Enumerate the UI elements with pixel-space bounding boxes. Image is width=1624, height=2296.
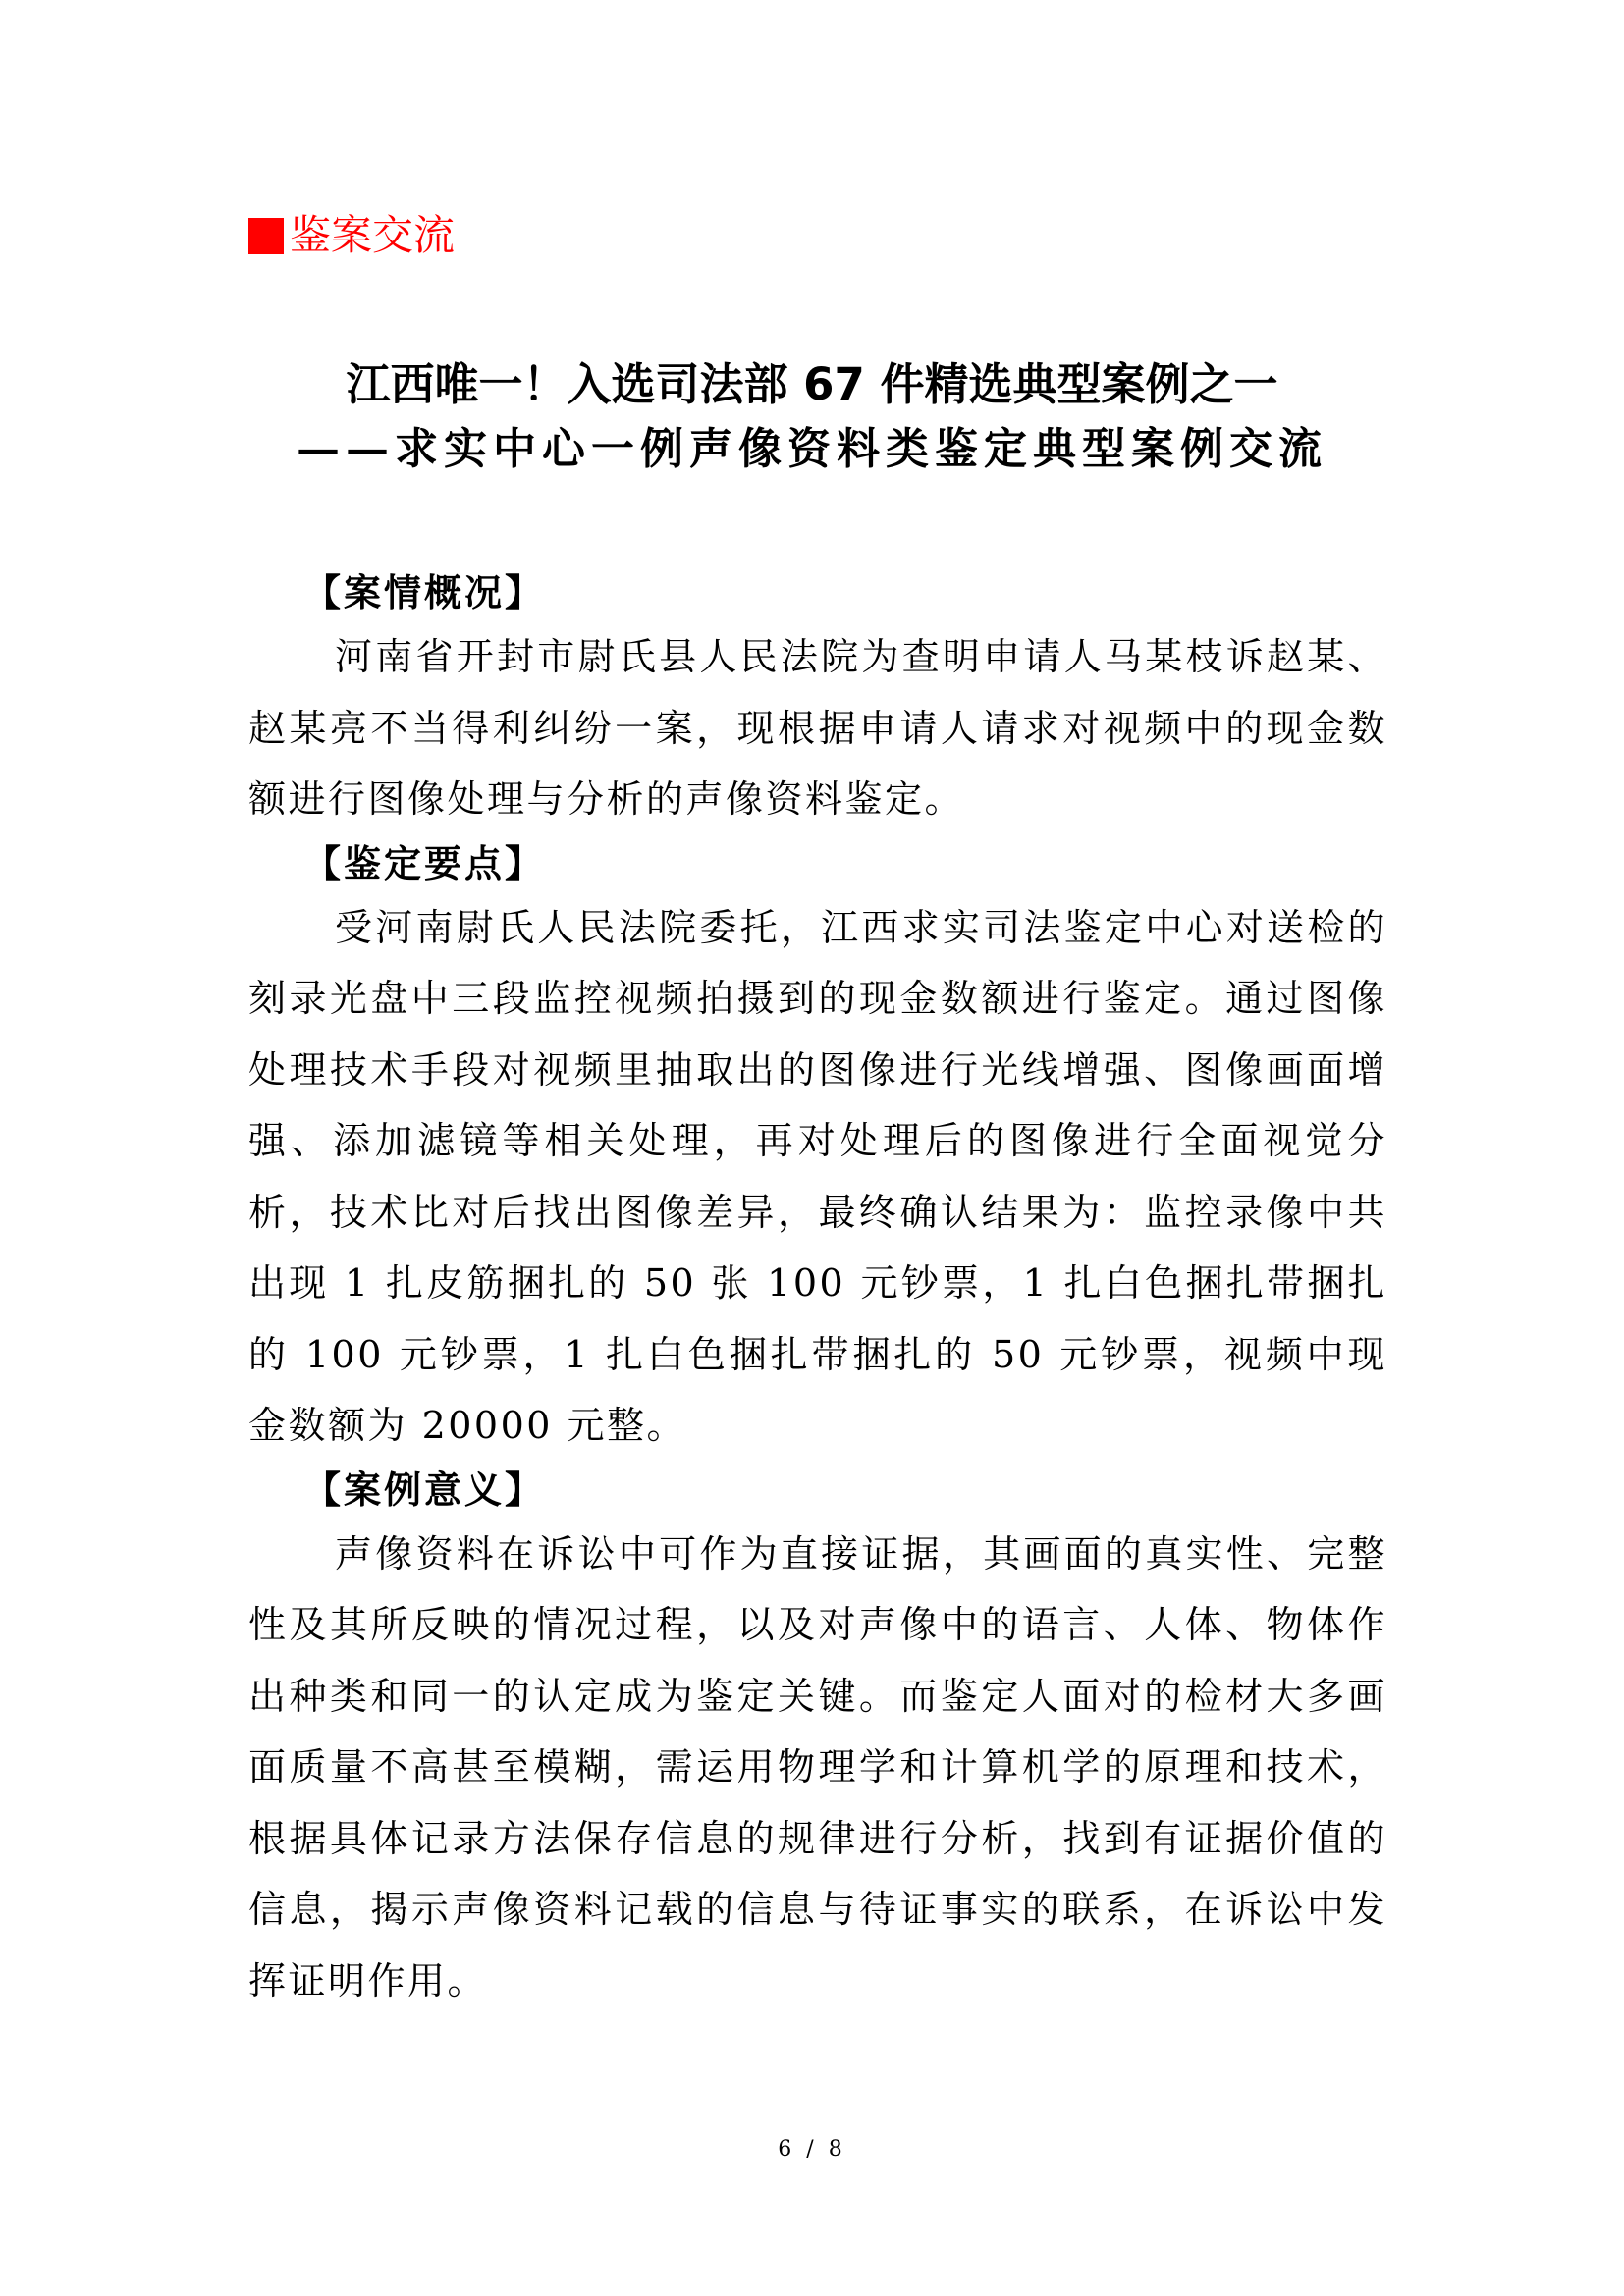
- section-tag: [248, 208, 455, 263]
- article-title: 江西唯一！入选司法部 67 件精选典型案例之一: [346, 358, 1278, 410]
- section-paragraph-case-overview: 河南省开封市尉氏县人民法院为查明申请人马某枝诉赵某、赵某亮不当得利纠纷一案，现根据申请人请求对视频中的现金数额进行图像处理与分析的声像资料鉴定。: [248, 635, 1387, 821]
- section-heading-case-significance: 【案例意义】: [303, 1467, 546, 1512]
- article-body: [248, 564, 1387, 2016]
- section-paragraph-case-significance: 声像资料在诉讼中可作为直接证据，其画面的真实性、完整性及其所反映的情况过程，以及对声像中的语言、人体、物体作出种类和同一的认定成为鉴定关键。而鉴定人面对的检材大多画面质量不高甚至模糊，需运用物理学和计算机学的原理和技术，根据具体记录方法保存信息的规律进行分析，找到有证据价值的信息，揭示声像资料记载的信息与待证事实的联系，在诉讼中发挥证明作用。: [248, 1531, 1387, 2002]
- section-paragraph-appraisal-points: 受河南尉氏人民法院委托，江西求实司法鉴定中心对送检的刻录光盘中三段监控视频拍摄到的现金数额进行鉴定。通过图像处理技术手段对视频里抽取出的图像进行光线增强、图像画面增强、添加滤镜等相关处理，再对处理后的图像进行全面视觉分析，技术比对后找出图像差异，最终确认结果为：监控录像中共出现 1 扎皮筋捆扎的 50 张 100 元钞票，1 扎白色捆扎带捆扎的 100 元钞票，1 扎白色捆扎带捆扎的 50 元钞票，视频中现金数额为 20000 元整。: [248, 905, 1387, 1447]
- section-heading-appraisal-points: 【鉴定要点】: [303, 840, 546, 885]
- article-subtitle: ——求实中心一例声像资料类鉴定典型案例交流: [297, 424, 1327, 474]
- page-number: 6 / 8: [778, 2137, 846, 2162]
- section-heading-case-overview: 【案情概况】: [303, 570, 546, 614]
- red-square-icon: [248, 218, 284, 254]
- section-tag-label: 鉴案交流: [290, 211, 456, 259]
